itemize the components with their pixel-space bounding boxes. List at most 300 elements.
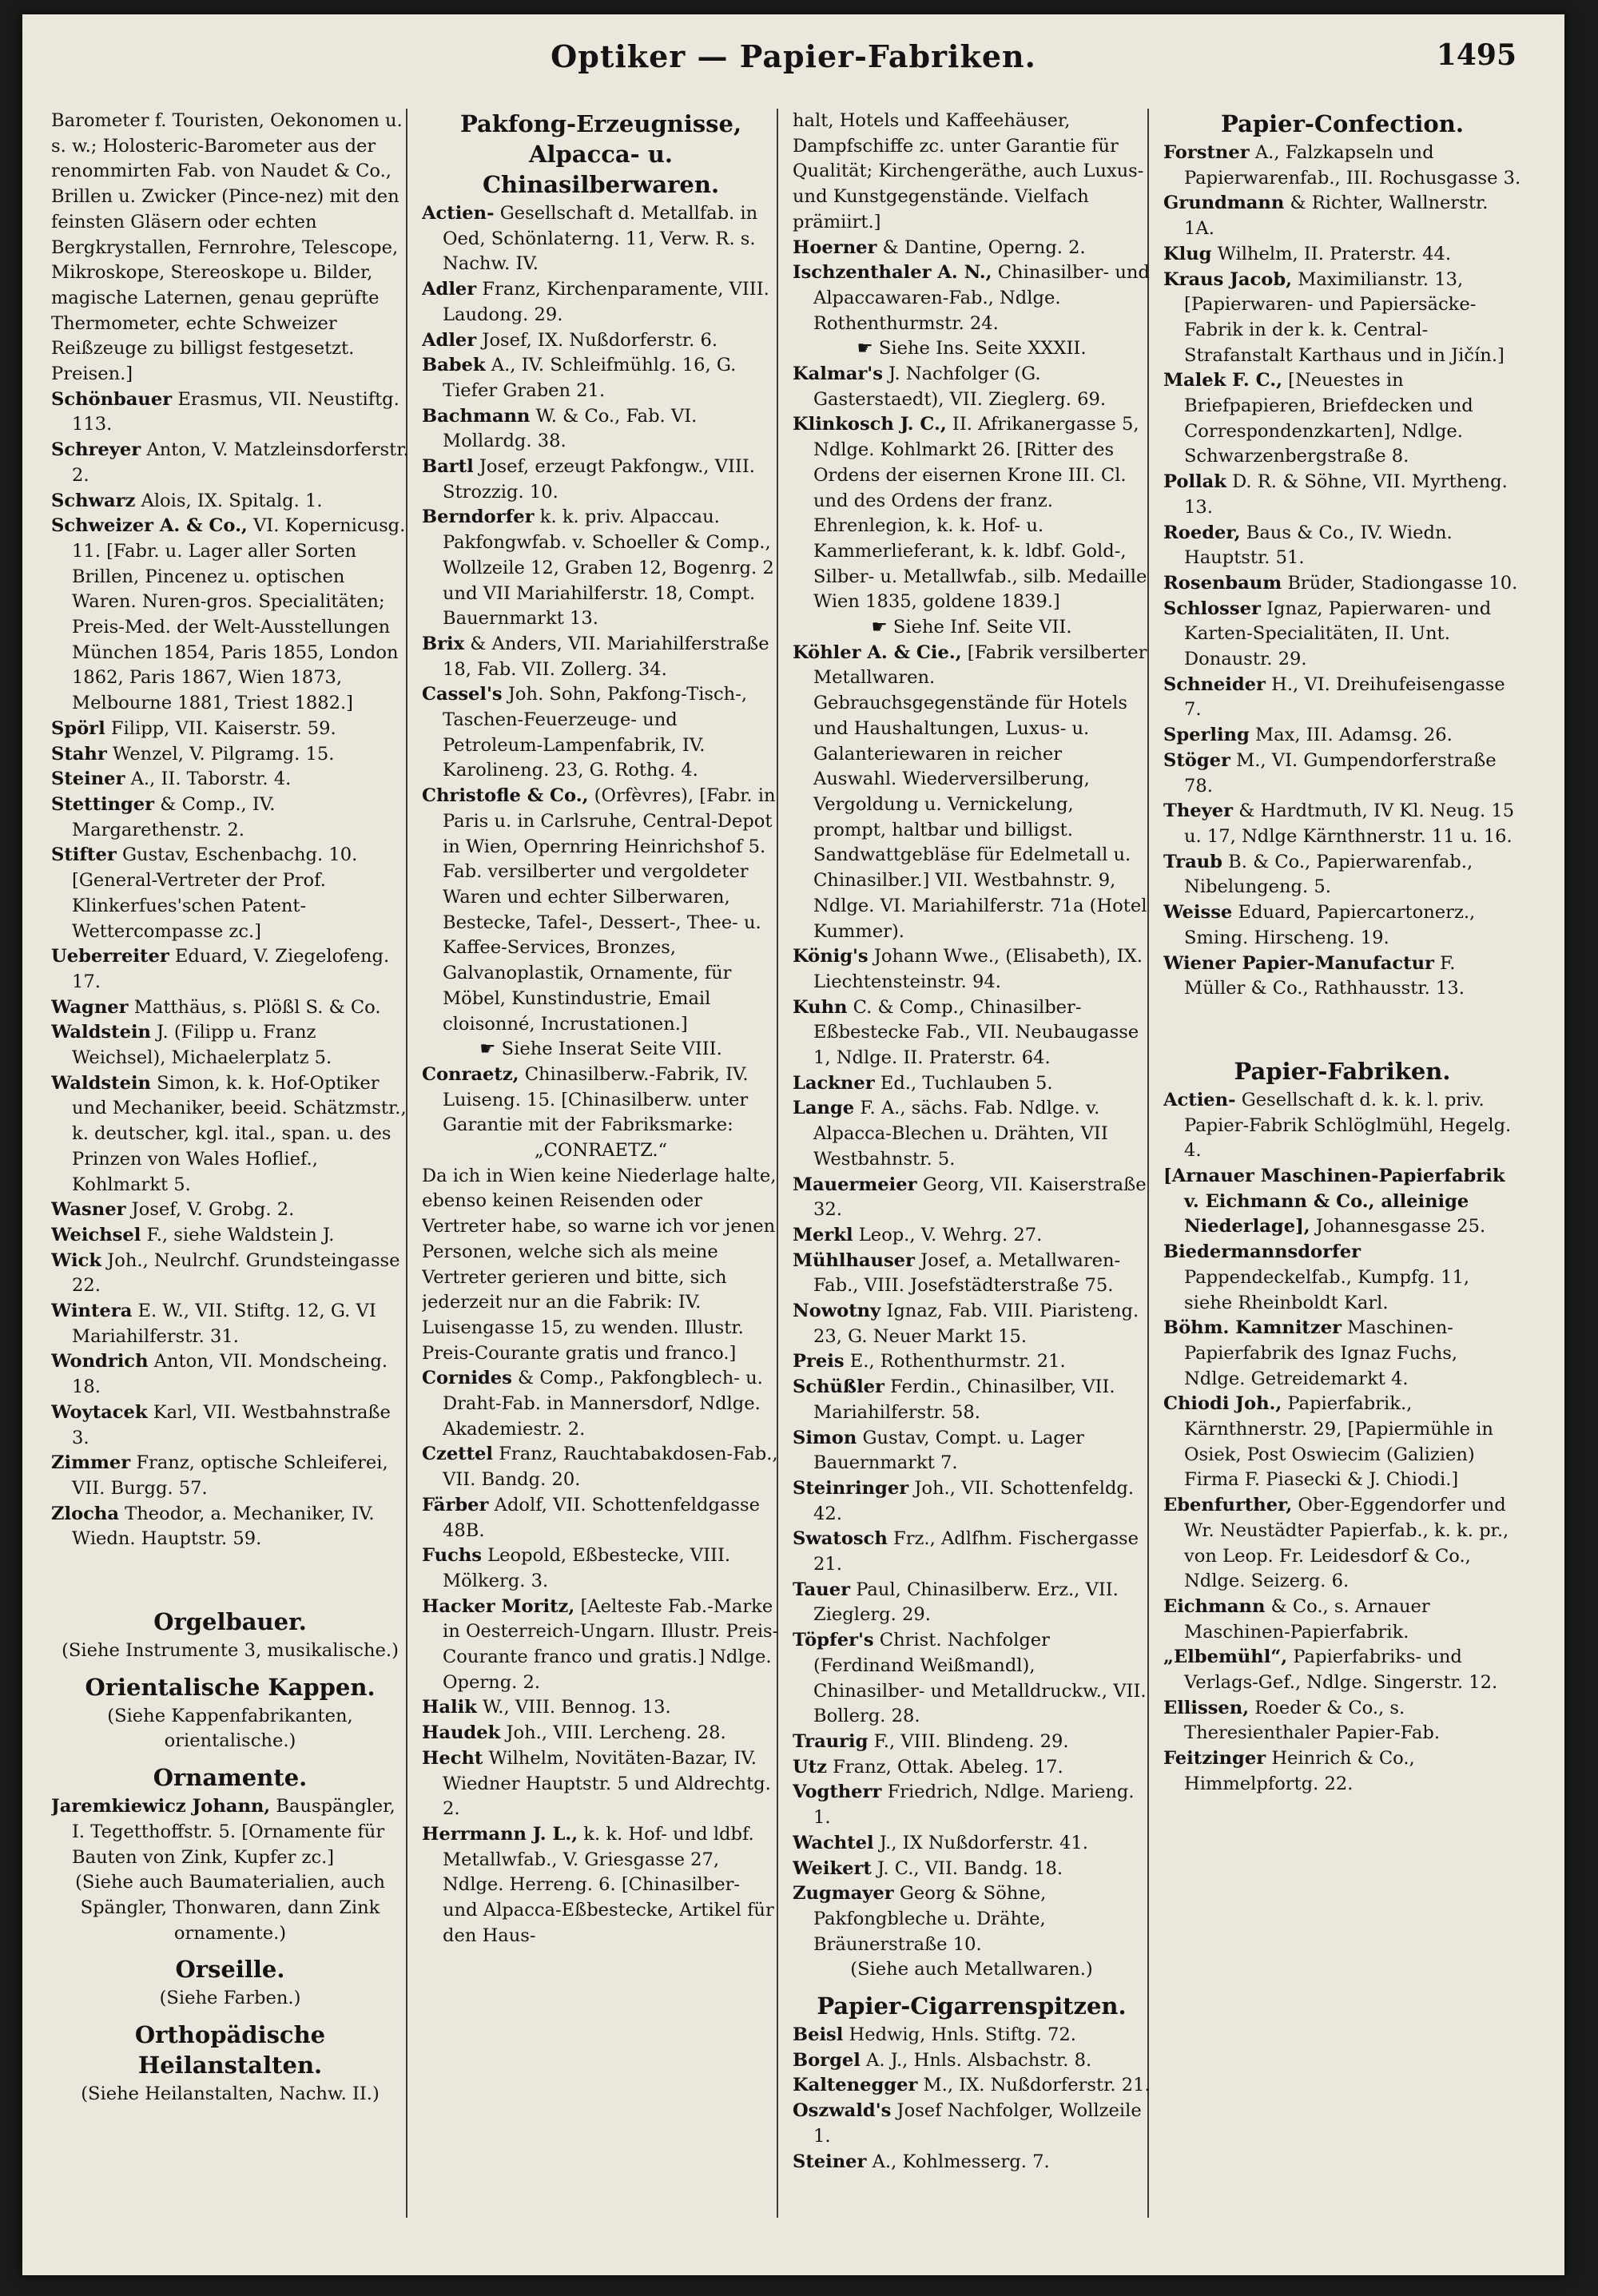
entry-details: (Orfèvres), [Fabr. in Paris u. in Carlsruhe, Central-Depot in Wien, Opernring Heinrichshof 5. Fab. versilberter und vergoldeter Waren und echter Silberwaren, Bestecke, Tafel-, Dessert-, Thee- u. Kaffee-Services, Bronzes, Galvanoplastik, Ornamente, für Möbel, Kunstindustrie, Email cloisonné, Incrustationen.] (443, 785, 776, 1035)
entry-details: J. Nachfolger (G. Gasterstaedt), VII. Zieglerg. 69. (813, 363, 1107, 410)
entry-details: F. A., sächs. Fab. Ndlge. v. Alpacca-Blechen u. Drähten, VII Westbahnstr. 5. (813, 1098, 1108, 1170)
spacer (1163, 1002, 1521, 1048)
entry-details: Gesellschaft d. k. k. l. priv. Papier-Fabrik Schlöglmühl, Hegelg. 4. (1184, 1089, 1512, 1162)
entry-name: Zugmayer (793, 1883, 894, 1905)
entry-name: Cornides (422, 1368, 512, 1389)
entry-name: Ellissen, (1163, 1697, 1250, 1718)
entry-name: Spörl (51, 717, 105, 739)
entry-name: Schüßler (793, 1376, 884, 1398)
entry-details: W., VIII. Bennog. 13. (483, 1697, 671, 1718)
entry-name: Fuchs (422, 1545, 482, 1567)
spacer (51, 1552, 409, 1599)
entry-name: Stettinger (51, 793, 155, 815)
directory-entry (422, 1442, 780, 1492)
entry-details: Ignaz, Fab. VIII. Piaristeng. 23, G. Neuer Markt 15. (813, 1301, 1139, 1347)
entry-details: Ignaz, Papierwaren- und Karten-Specialitäten, II. Unt. Donaustr. 29. (1184, 598, 1492, 670)
entry-name: Actien- (1163, 1089, 1236, 1110)
entry-details: Joh. Sohn, Pakfong-Tisch-, Taschen-Feuerzeuge- und Petroleum-Lampenfabrik, IV. Karolineng. 23, G. Rothg. 4. (443, 684, 748, 781)
entry-name: Traurig (793, 1731, 869, 1752)
entry-details: Ed., Tuchlauben 5. (880, 1072, 1053, 1094)
directory-entry (51, 1794, 409, 1870)
directory-entry (51, 767, 409, 792)
entry-name: Schreyer (51, 439, 141, 461)
entry-name: König's (793, 946, 869, 967)
directory-entry (422, 1493, 780, 1543)
entry-name: Vogtherr (793, 1782, 882, 1803)
entry-name: Kuhn (793, 996, 848, 1018)
section-heading: Orientalische Kappen. (85, 1673, 376, 1701)
directory-entry (1163, 1595, 1521, 1645)
entry-name: Waldstein (51, 1022, 151, 1043)
entry-name: Schweizer A. & Co., (51, 515, 248, 537)
entry-name: Utz (793, 1756, 827, 1778)
entry-name: Mauermeier (793, 1174, 917, 1195)
entry-name: Feitzinger (1163, 1748, 1266, 1770)
directory-entry (51, 1223, 409, 1249)
entry-details: Frz., Adlfhm. Fischergasse 21. (813, 1528, 1139, 1575)
directory-entry (793, 1755, 1151, 1781)
directory-entry (793, 2150, 1151, 2175)
directory-entry (422, 328, 780, 354)
directory-entry (422, 1822, 780, 1949)
directory-entry (51, 1349, 409, 1400)
entry-details: Alois, IX. Spitalg. 1. (141, 490, 323, 511)
directory-entry (51, 995, 409, 1021)
entry-details: A., Falzkapseln und Papierwarenfab., III. Rochusgasse 3. (1184, 142, 1521, 189)
entry-details: Wenzel, V. Pilgramg. 15. (112, 743, 335, 765)
entry-details: & Co., s. Arnauer Maschinen-Papierfabrik. (1184, 1595, 1430, 1643)
directory-entry (793, 2099, 1151, 2149)
directory-entry (793, 1628, 1151, 1730)
entry-details: Chinasilberw.-Fabrik, IV. Luiseng. 15. [Chinasilberw. unter Garantie mit der Fabriksmarke: (443, 1063, 749, 1136)
entry-details: Maschinen-Papierfabrik des Ignaz Fuchs, Ndlge. Getreidemarkt 4. (1184, 1317, 1458, 1389)
directory-entry (1163, 1392, 1521, 1493)
entry-details: Erasmus, VII. Neustiftg. 113. (72, 388, 400, 435)
directory-entry (1163, 191, 1521, 241)
column-1 (51, 109, 409, 2258)
directory-entry (793, 260, 1151, 336)
entry-details: Johann Wwe., (Elisabeth), IX. Liechtensteinstr. 94. (813, 946, 1143, 992)
directory-entry (1163, 1645, 1521, 1695)
entry-name: Hacker Moritz, (422, 1595, 575, 1617)
entry-name: Forstner (1163, 142, 1250, 163)
directory-entry (793, 2048, 1151, 2074)
entry-name: Merkl (793, 1224, 853, 1245)
entry-details: W. & Co., Fab. VI. Mollardg. 38. (443, 405, 698, 452)
entry-name: Hoerner (793, 236, 877, 258)
cross-reference: „CONRAETZ.“ (534, 1140, 668, 1162)
directory-entry (51, 742, 409, 768)
entry-details: B. & Co., Papierwarenfab., Nibelungeng. 5. (1184, 851, 1473, 898)
directory-entry (422, 784, 780, 1037)
entry-details: A. J., Hnls. Alsbachstr. 8. (866, 2049, 1092, 2071)
entry-name: Klug (1163, 243, 1212, 264)
entry-name: Babek (422, 355, 486, 376)
entry-details: Franz, optische Schleiferei, VII. Burgg. 57. (72, 1452, 388, 1499)
entry-details: Josef, V. Grobg. 2. (131, 1199, 295, 1221)
entry-name: Conraetz, (422, 1063, 519, 1085)
entry-details: Friedrich, Ndlge. Marieng. 1. (813, 1782, 1135, 1829)
directory-entry (51, 1198, 409, 1223)
directory-entry (793, 641, 1151, 944)
entry-name: Wachtel (793, 1832, 874, 1853)
directory-entry (1163, 673, 1521, 723)
entry-details: Wilhelm, II. Praterstr. 44. (1217, 243, 1452, 264)
entry-details: F. Müller & Co., Rathhausstr. 13. (1184, 952, 1465, 999)
entry-details: [Fabrik versilberter Metallwaren. Gebrauchsgegenstände für Hotels und Haushaltungen, Luxus- u. Galanteriewaren in reicher Auswahl. Wiederversilberung, Vergoldung u. Vernickelung, prompt, haltbar und billigst. Sandwattgebläse für Edelmetall u. Chinasilber.] VII. Westbahnstr. 9, Ndlge. VI. Mariahilferstr. 71a (Hotel Kummer). (813, 642, 1147, 942)
directory-entry (422, 455, 780, 505)
directory-entry (793, 1780, 1151, 1830)
entry-name: Halik (422, 1697, 477, 1718)
directory-entry (793, 2073, 1151, 2099)
directory-entry (51, 438, 409, 488)
entry-details: Baus & Co., IV. Wiedn. Hauptstr. 51. (1184, 522, 1453, 569)
directory-entry (51, 1020, 409, 1071)
entry-name: Ebenfurther, (1163, 1495, 1293, 1516)
entry-name: Hecht (422, 1747, 483, 1769)
entry-name: Töpfer's (793, 1630, 874, 1651)
directory-entry (1163, 470, 1521, 520)
entry-name: Ischzenthaler A. N., (793, 262, 992, 284)
entry-name: Traub (1163, 851, 1222, 872)
entry-details: Josef, IX. Nußdorferstr. 6. (482, 329, 718, 351)
directory-entry (1163, 521, 1521, 571)
entry-details: Josef, erzeugt Pakfongw., VIII. Strozzig. 10. (443, 456, 755, 502)
directory-entry (51, 944, 409, 995)
directory-entry (51, 1299, 409, 1349)
directory-entry (793, 995, 1151, 1071)
entry-details: Anton, V. Matzleinsdorferstr. 2. (72, 439, 409, 486)
entry-details: Eduard, Papiercartonerz., Sming. Hirscheng. 19. (1184, 902, 1476, 948)
entry-details: Gustav, Eschenbachg. 10. [General-Vertreter der Prof. Klinkerfues'schen Patent-Wettercompasse zc.] (72, 844, 358, 942)
entry-name: Kalmar's (793, 363, 883, 385)
entry-name: Preis (793, 1351, 845, 1372)
entry-name: Biedermannsdorfer (1163, 1241, 1361, 1263)
cross-reference: ☛ Siehe Ins. Seite XXXII. (857, 338, 1087, 359)
entry-name: Oszwald's (793, 2100, 892, 2122)
entry-details: Joh., VIII. Lercheng. 28. (506, 1722, 726, 1744)
entry-details: F., VIII. Blindeng. 29. (873, 1731, 1069, 1752)
directory-entry (422, 632, 780, 682)
entry-details: C. & Comp., Chinasilber-Eßbestecke Fab., VII. Neubaugasse 1, Ndlge. II. Praterstr. 64. (813, 996, 1139, 1069)
directory-entry (1163, 723, 1521, 749)
entry-name: Köhler A. & Cie., (793, 642, 962, 663)
cross-reference: (Siehe Instrumente 3, musikalische.) (62, 1640, 399, 1662)
entry-name: Wiener Papier-Manufactur (1163, 952, 1434, 974)
directory-entry (422, 682, 780, 784)
directory-entry (1163, 368, 1521, 470)
entry-name: Borgel (793, 2049, 861, 2071)
directory-entry (1163, 571, 1521, 597)
directory-entry (422, 1595, 780, 1696)
entry-name: Bachmann (422, 405, 531, 427)
directory-entry (793, 1375, 1151, 1425)
entry-name: Mühlhauser (793, 1249, 915, 1271)
entry-details: E., Rothenthurmstr. 21. (849, 1351, 1066, 1372)
directory-entry (51, 1249, 409, 1299)
directory-entry (793, 1578, 1151, 1628)
entry-name: Grundmann (1163, 193, 1285, 214)
entry-name: Woytacek (51, 1401, 148, 1423)
entry-details: Franz, Rauchtabakdosen-Fab., VII. Bandg. 20. (443, 1444, 778, 1491)
entry-name: Färber (422, 1494, 489, 1515)
entry-details: Joh., VII. Schottenfeldg. 42. (813, 1477, 1135, 1524)
entry-name: Christofle & Co., (422, 785, 589, 807)
directory-entry (1163, 749, 1521, 799)
directory-entry (793, 1426, 1151, 1476)
directory-entry (51, 843, 409, 944)
section-heading: Papier-Cigarrenspitzen. (817, 1992, 1127, 2020)
directory-entry (1163, 597, 1521, 673)
entry-name: Adler (422, 279, 477, 300)
entry-details: M., IX. Nußdorferstr. 21. (923, 2075, 1151, 2096)
entry-details: & Comp., IV. Margarethenstr. 2. (72, 793, 276, 840)
entry-name: Theyer (1163, 800, 1234, 822)
directory-entry (422, 505, 780, 632)
directory-entry (1163, 850, 1521, 900)
entry-name: Schwarz (51, 490, 136, 511)
entry-details: Brüder, Stadiongasse 10. (1287, 572, 1518, 594)
directory-entry (1163, 799, 1521, 849)
entry-details: Chinasilber- und Alpaccawaren-Fab., Ndlge. Rothenthurmstr. 24. (813, 262, 1150, 334)
directory-entry (51, 514, 409, 717)
entry-name: Böhm. Kamnitzer (1163, 1317, 1342, 1339)
entry-details: Eduard, V. Ziegelofeng. 17. (72, 946, 390, 992)
entry-details: Ober-Eggendorfer und Wr. Neustädter Papierfab., k. k. pr., von Leop. Fr. Leidesdorf & Co., Ndlge. Seizerg. 6. (1184, 1495, 1509, 1592)
entry-name: Actien- (422, 203, 495, 224)
entry-details: J., IX Nußdorferstr. 41. (879, 1832, 1088, 1853)
entry-name: Brix (422, 633, 465, 654)
entry-name: Schlosser (1163, 598, 1261, 619)
directory-entry (1163, 242, 1521, 268)
entry-details: F., siehe Waldstein J. (146, 1224, 335, 1245)
directory-entry (1163, 141, 1521, 191)
entry-name: Tauer (793, 1579, 850, 1600)
directory-entry (793, 944, 1151, 995)
entry-name: Wintera (51, 1301, 133, 1322)
entry-details: M., VI. Gumpendorferstraße 78. (1184, 749, 1497, 796)
entry-name: Eichmann (1163, 1595, 1266, 1617)
entry-name: Stöger (1163, 749, 1230, 771)
page-header (22, 38, 1564, 94)
directory-entry (422, 1543, 780, 1594)
directory-entry (793, 1096, 1151, 1172)
entry-name: Weichsel (51, 1224, 141, 1245)
directory-entry (793, 1249, 1151, 1299)
entry-name: Herrmann J. L., (422, 1824, 578, 1845)
entry-details: Simon, k. k. Hof-Optiker und Mechaniker, beeid. Schätzmstr., k. deutscher, kgl. ital., span. u. des Prinzen von Wales Hoflief., Kohlmarkt 5. (72, 1072, 407, 1195)
entry-details: k. k. priv. Alpaccau. Pakfongwfab. v. Schoeller & Comp., Wollzeile 12, Graben 12, Bogenrg. 2 und VII Mariahilferstr. 18, Compt. Bauernmarkt 13. (443, 506, 774, 630)
entry-name: „Elbemühl“, (1163, 1647, 1288, 1668)
directory-entry (1163, 1746, 1521, 1797)
entry-details: & Anders, VII. Mariahilferstraße 18, Fab. VII. Zollerg. 34. (443, 633, 769, 680)
entry-name: Haudek (422, 1722, 501, 1744)
entry-name: Ueberreiter (51, 946, 169, 967)
cross-reference: (Siehe auch Metallwaren.) (850, 1959, 1093, 1980)
entry-details: Christ. Nachfolger (Ferdinand Weißmandl), Chinasilber- und Metalldruckw., VII. Bollerg. 28. (813, 1630, 1147, 1727)
directory-entry (793, 412, 1151, 615)
directory-entry (1163, 1493, 1521, 1595)
column-2 (422, 109, 780, 2258)
entry-name: [Arnauer Maschinen-Papierfabrik v. Eichmann & Co., alleinige Niederlage], (1163, 1166, 1505, 1237)
section-heading: Pakfong-Erzeugnisse, Alpacca- u. Chinasilberwaren. (459, 110, 742, 198)
entry-name: Steiner (793, 2151, 867, 2172)
directory-entry (422, 277, 780, 328)
entry-name: Stahr (51, 743, 107, 765)
entry-details: D. R. & Söhne, VII. Myrtheng. 13. (1184, 471, 1508, 518)
entry-name: Chiodi Joh., (1163, 1393, 1282, 1415)
cross-reference: (Siehe Heilanstalten, Nachw. II.) (81, 2083, 380, 2105)
directory-entry (793, 1299, 1151, 1349)
entry-details: Pappendeckelfab., Kumpfg. 11, siehe Rheinboldt Karl. (1184, 1266, 1470, 1313)
entry-details: Matthäus, s. Plößl S. & Co. (133, 996, 381, 1018)
directory-entry (1163, 1164, 1521, 1240)
section-heading: Ornamente. (153, 1764, 308, 1792)
entry-details: Josef Nachfolger, Wollzeile 1. (813, 2100, 1142, 2147)
directory-entry (1163, 268, 1521, 369)
directory-entry (422, 1695, 780, 1721)
directory-entry (793, 1223, 1151, 1249)
entry-name: Cassel's (422, 684, 503, 705)
entry-details: Bauspängler, I. Tegetthoffstr. 5. [Ornamente für Bauten von Zink, Kupfer zc.] (72, 1796, 396, 1868)
entry-details: [Aelteste Fab.-Marke in Oesterreich-Ungarn. Illustr. Preis-Courante franco und gratis.] Ndlge. Operng. 2. (443, 1595, 779, 1693)
entry-details: H., VI. Dreihufeisengasse 7. (1184, 673, 1505, 721)
entry-details: Georg, VII. Kaiserstraße 32. (813, 1174, 1147, 1221)
entry-details: Anton, VII. Mondscheing. 18. (72, 1351, 388, 1398)
section-heading: Papier-Fabriken. (1234, 1057, 1451, 1085)
directory-entry (422, 1746, 780, 1822)
section-heading: Orgelbauer. (153, 1608, 307, 1636)
entry-name: Czettel (422, 1444, 494, 1465)
directory-entry (793, 362, 1151, 412)
entry-name: Steinringer (793, 1477, 909, 1499)
directory-entry (793, 1071, 1151, 1097)
entry-details: Paul, Chinasilberw. Erz., VII. Zieglerg. 29. (813, 1579, 1119, 1626)
cross-reference: (Siehe auch Baumaterialien, auch Spängler, Thonwaren, dann Zink ornamente.) (75, 1872, 385, 1944)
entry-details: Adolf, VII. Schottenfeldgasse 48B. (443, 1494, 760, 1541)
entry-details: [Neuestes in Briefpapieren, Briefdecken und Correspondenzkarten], Ndlge. Schwarzenbergstraße 8. (1184, 370, 1473, 467)
entry-details: Josef, a. Metallwaren-Fab., VIII. Josefstädterstraße 75. (813, 1249, 1121, 1297)
entry-name: Weikert (793, 1857, 872, 1879)
directory-page (22, 14, 1564, 2275)
entry-name: Zlocha (51, 1503, 119, 1524)
directory-entry (793, 1173, 1151, 1223)
entry-details: Maximilianstr. 13, [Papierwaren- und Papiersäcke-Fabrik in der k. k. Central-Strafanstalt Karthaus und in Jičín.] (1184, 268, 1505, 366)
entry-details: A., IV. Schleifmühlg. 16, G. Tiefer Graben 21. (443, 355, 737, 401)
entry-name: Wagner (51, 996, 129, 1018)
page-title: Optiker — Papier-Fabriken. (551, 38, 1036, 74)
entry-details: & Richter, Wallnerstr. 1A. (1184, 193, 1489, 240)
entry-name: Kraus Jacob, (1163, 268, 1293, 290)
directory-entry (1163, 900, 1521, 951)
directory-entry (793, 1881, 1151, 1957)
directory-entry (51, 792, 409, 843)
directory-entry (793, 1831, 1151, 1857)
directory-entry (51, 1400, 409, 1451)
entry-details: II. Afrikanergasse 5, Ndlge. Kohlmarkt 26. [Ritter des Ordens der eisernen Krone III. Cl. und des Ordens der franz. Ehrenlegion, k. k. Hof- u. Kammerlieferant, k. k. ldbf. Gold-, Silber- u. Metallwfab., silb. Medaille Wien 1835, goldene 1839.] (813, 414, 1147, 613)
entry-name: Jaremkiewicz Johann, (51, 1796, 271, 1817)
directory-entry (51, 1502, 409, 1552)
section-heading: Orseille. (175, 1956, 285, 1984)
entry-name: Swatosch (793, 1528, 888, 1550)
entry-details: Georg & Söhne, Pakfongbleche u. Drähte, Bräunerstraße 10. (813, 1883, 1047, 1955)
entry-name: Pollak (1163, 471, 1226, 493)
cross-reference: ☛ Siehe Inf. Seite VII. (871, 617, 1072, 638)
entry-name: Wondrich (51, 1351, 149, 1372)
directory-entry (422, 1366, 780, 1442)
directory-entry (1163, 1316, 1521, 1392)
entry-details: Gustav, Compt. u. Lager Bauernmarkt 7. (813, 1427, 1084, 1474)
entry-name: Beisl (793, 2024, 844, 2046)
directory-entry (1163, 1088, 1521, 1164)
directory-entry (793, 2023, 1151, 2048)
column-4 (1163, 109, 1521, 2258)
entry-details: Gesellschaft d. Metallfab. in Oed, Schönlaterng. 11, Verw. R. s. Nachw. IV. (443, 203, 758, 275)
entry-details: J. (Filipp u. Franz Weichsel), Michaelerplatz 5. (72, 1022, 332, 1069)
directory-entry (422, 201, 780, 277)
continued-text: Da ich in Wien keine Niederlage halte, ebenso keinen Reisenden oder Vertreter habe, so warne ich vor jenen Personen, welche sich als meine Vertreter gerieren und bitte, sich jederzeit nur an die Fabrik: IV. Luisengasse 15, zu wenden. Illustr. Preis-Courante gratis und franco.] (422, 1165, 777, 1364)
section-heading: Orthopädische Heilanstalten. (134, 2021, 326, 2080)
entry-details: Franz, Kirchenparamente, VIII. Laudong. 29. (443, 279, 769, 325)
entry-details: E. W., VII. Stiftg. 12, G. VI Mariahilferstr. 31. (72, 1301, 376, 1347)
entry-name: Adler (422, 329, 477, 351)
page-number: 1495 (1436, 38, 1517, 72)
directory-entry (422, 1063, 780, 1138)
section-heading: Papier-Confection. (1221, 110, 1464, 137)
entry-details: & Dantine, Operng. 2. (882, 236, 1086, 258)
entry-name: Lackner (793, 1072, 875, 1094)
directory-entry (1163, 951, 1521, 1002)
entry-details: Ferdin., Chinasilber, VII. Mariahilferstr. 58. (813, 1376, 1115, 1423)
directory-entry (793, 1476, 1151, 1527)
entry-name: Klinkosch J. C., (793, 414, 947, 435)
entry-name: Stifter (51, 844, 117, 866)
entry-details: k. k. Hof- und ldbf. Metallwfab., V. Griesgasse 27, Ndlge. Herreng. 6. [Chinasilber- und Alpacca-Eßbestecke, Artikel für den Haus- (443, 1824, 774, 1946)
directory-entry (51, 489, 409, 514)
entry-details: VI. Kopernicusg. 11. [Fabr. u. Lager aller Sorten Brillen, Pincenez u. optischen Waren. Nuren-gros. Specialitäten; Preis-Med. der Welt-Ausstellungen München 1854, Paris 1855, London 1862, Paris 1867, Wien 1873, Melbourne 1881, Triest 1882.] (72, 515, 406, 714)
entry-name: Rosenbaum (1163, 572, 1282, 594)
entry-name: Schneider (1163, 673, 1266, 695)
entry-name: Wick (51, 1249, 101, 1271)
entry-name: Sperling (1163, 725, 1250, 746)
directory-entry (422, 353, 780, 403)
entry-name: Nowotny (793, 1301, 881, 1322)
entry-details: Johannesgasse 25. (1315, 1216, 1486, 1237)
directory-entry (793, 1527, 1151, 1577)
directory-entry (1163, 1240, 1521, 1316)
entry-name: Zimmer (51, 1452, 131, 1474)
continued-text: halt, Hotels und Kaffeehäuser, Dampfschiffe zc. unter Garantie für Qualität; Kirchengeräthe, auch Luxus- und Kunstgegenstände. Vielfach prämiirt.] (793, 110, 1144, 232)
continued-text: Barometer f. Touristen, Oekonomen u. s. w.; Holosteric-Barometer aus der renommirten Fab. von Naudet & Co., Brillen u. Zwicker (Pince-nez) mit den feinsten Gläsern oder echten Bergkrystallen, Fernrohre, Telescope, Mikroskope, Stereoskope u. Bilder, magische Laternen, genau geprüfte Thermometer, echte Schweizer Reißzeuge zu billigst festgesetzt. Preisen.] (51, 110, 403, 385)
entry-details: Heinrich & Co., Himmelpfortg. 22. (1184, 1748, 1415, 1794)
entry-name: Wasner (51, 1199, 126, 1221)
entry-details: & Hardtmuth, IV Kl. Neug. 15 u. 17, Ndlge Kärnthnerstr. 11 u. 16. (1184, 800, 1515, 847)
entry-name: Malek F. C., (1163, 370, 1282, 391)
entry-details: Leopold, Eßbestecke, VIII. Mölkerg. 3. (443, 1545, 731, 1591)
directory-entry (51, 1071, 409, 1198)
entry-details: J. C., VII. Bandg. 18. (877, 1857, 1063, 1879)
directory-entry (51, 387, 409, 438)
entry-details: Karl, VII. Westbahnstraße 3. (72, 1401, 391, 1448)
column-3 (793, 109, 1151, 2258)
entry-details: Hedwig, Hnls. Stiftg. 72. (849, 2024, 1076, 2046)
directory-entry (51, 717, 409, 742)
entry-name: Schönbauer (51, 388, 173, 410)
entry-details: & Comp., Pakfongblech- u. Draht-Fab. in Mannersdorf, Ndlge. Akademiestr. 2. (443, 1368, 763, 1440)
directory-entry (51, 1451, 409, 1501)
cross-reference: ☛ Siehe Inserat Seite VIII. (479, 1039, 722, 1060)
entry-name: Roeder, (1163, 522, 1241, 543)
